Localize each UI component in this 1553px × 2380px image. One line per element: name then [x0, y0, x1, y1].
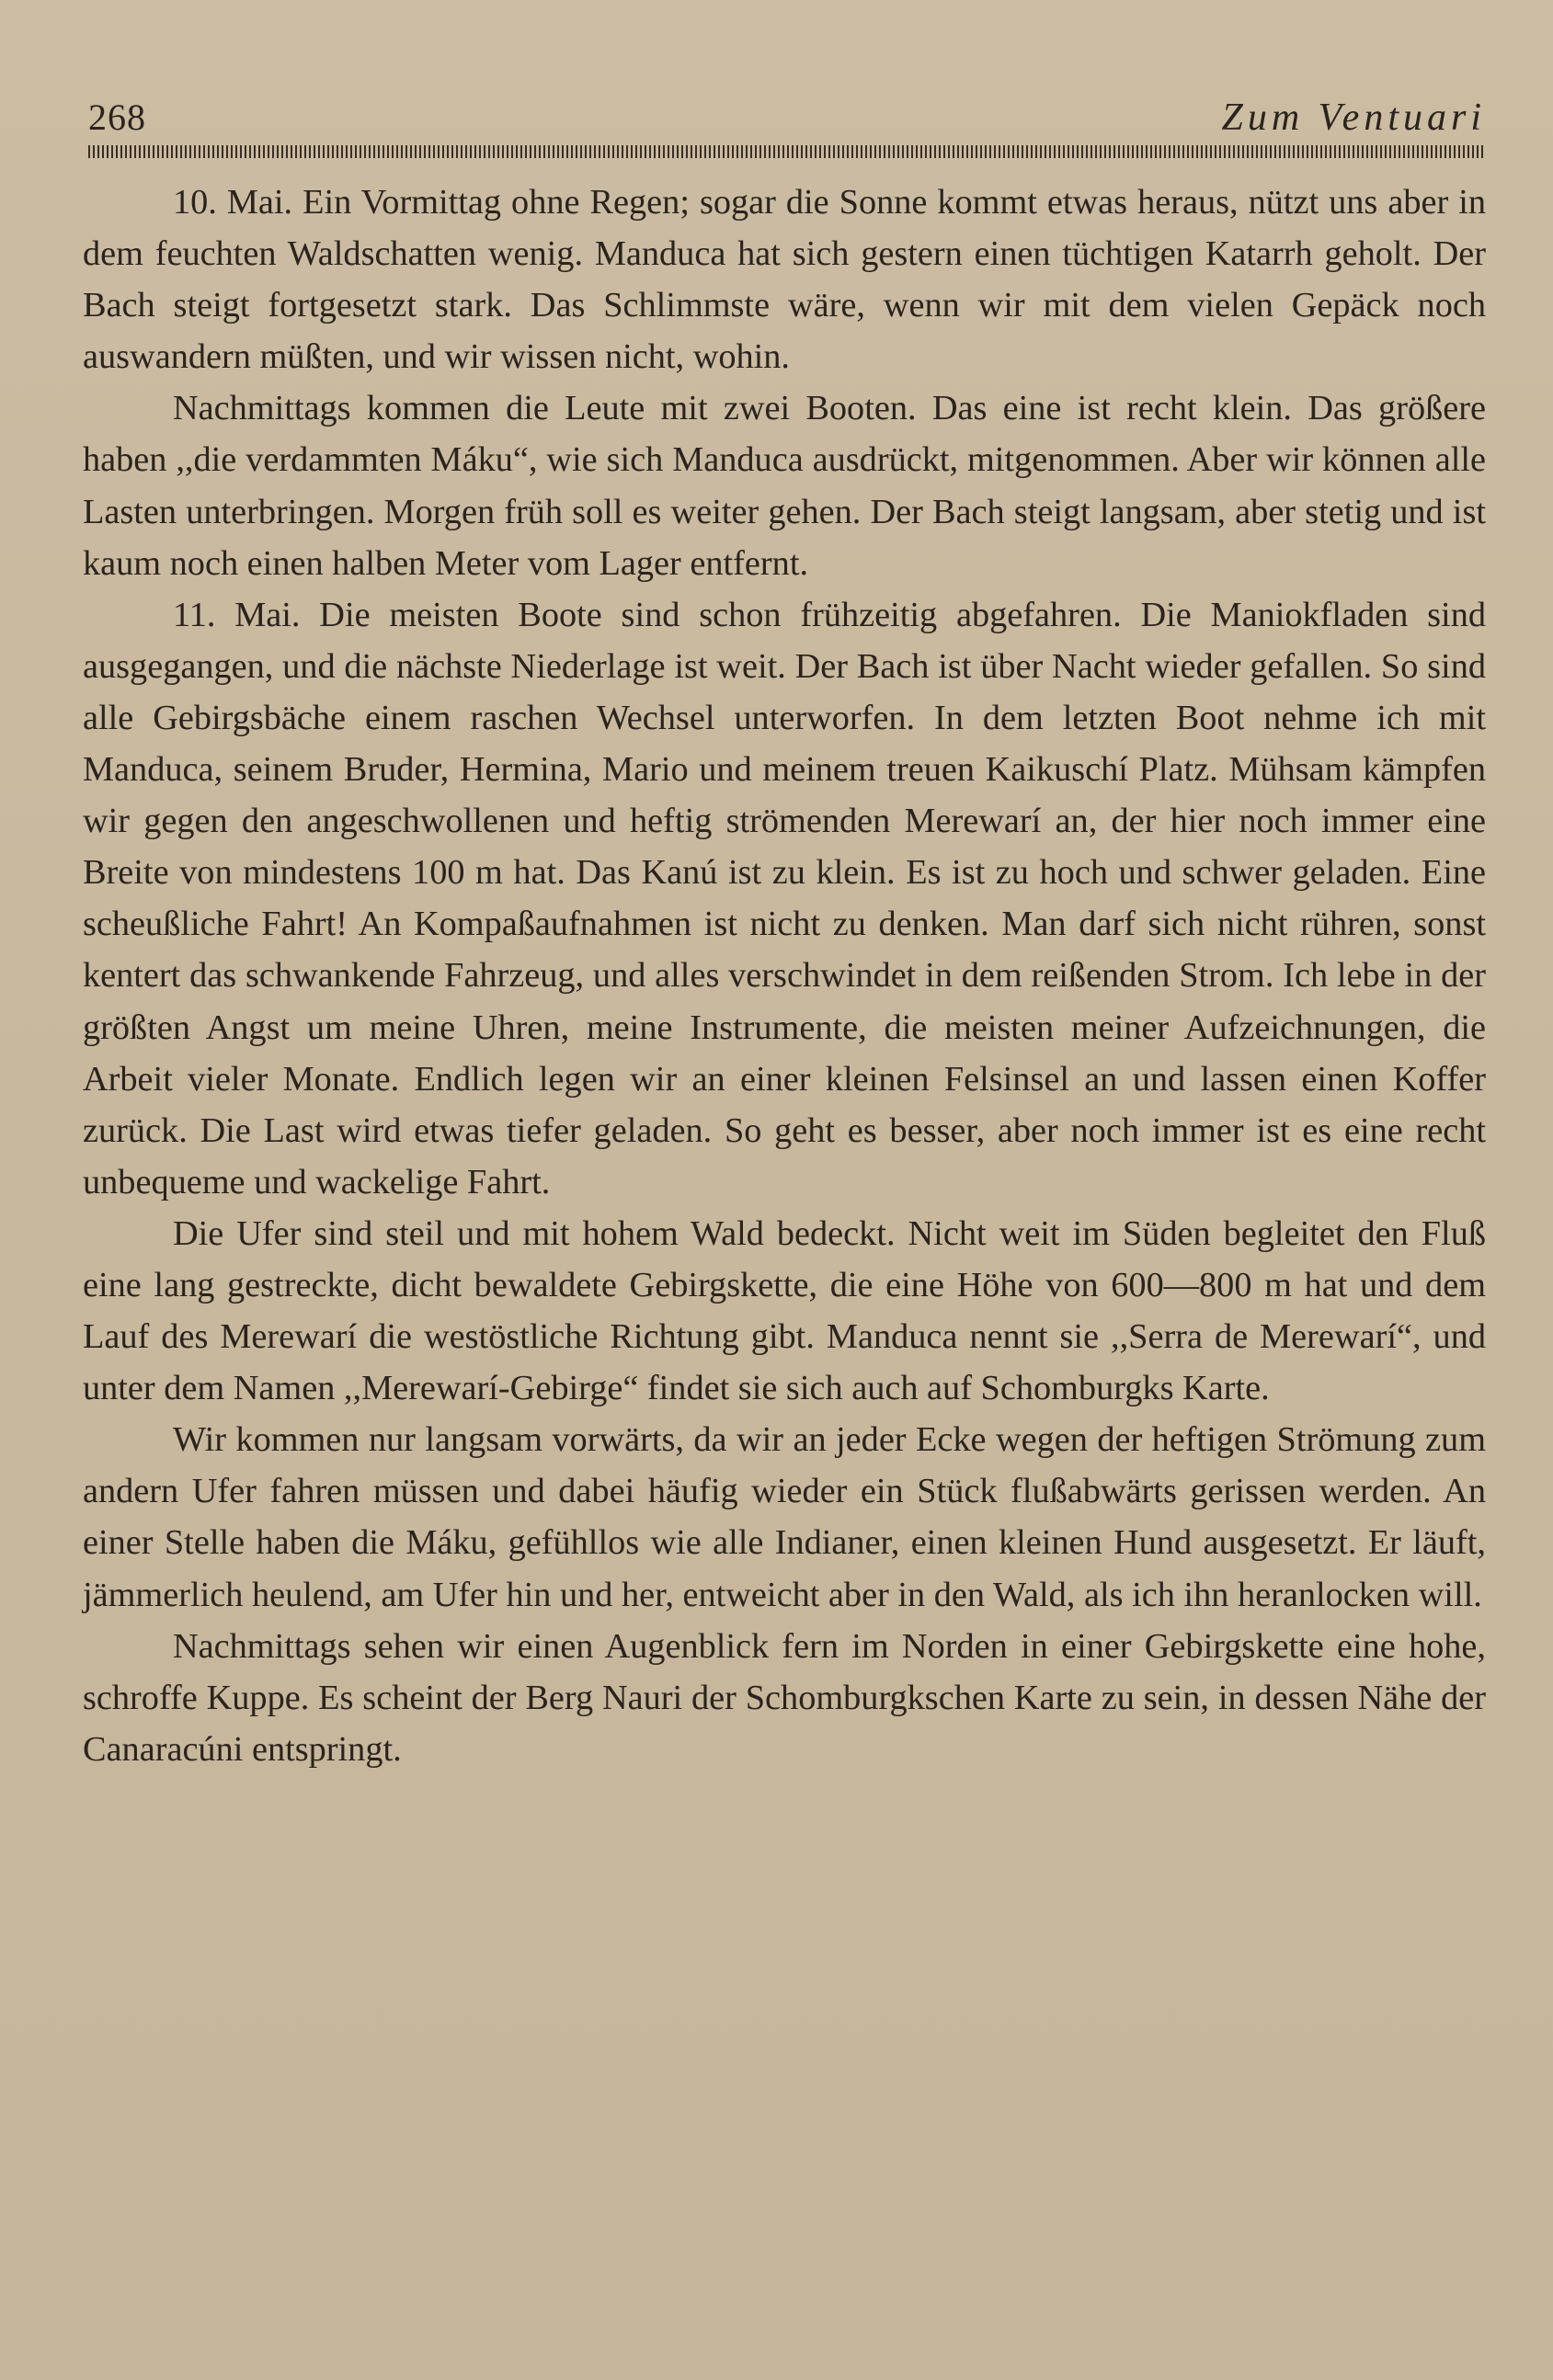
- header-rule: [88, 145, 1486, 158]
- page-number: 268: [88, 97, 146, 138]
- paragraph: Die Ufer sind steil und mit hohem Wald bedeckt. Nicht weit im Süden begleitet den Fluß eine lang gestreckte, dicht bewaldete Gebirgskette, die eine Höhe von 600—800 m hat und dem Lauf des Merewarí die westöstliche Richtung gibt. Manduca nennt sie ,,Serra de Merewarí“, und unter dem Namen ,,Merewarí-Gebirge“ findet sie sich auch auf Schomburgks Karte.: [83, 1213, 1486, 1408]
- body-text: [83, 177, 1486, 1775]
- paragraph: Nachmittags sehen wir einen Augenblick fern im Norden in einer Gebirgskette eine hohe, schroffe Kuppe. Es scheint der Berg Nauri der Schomburgkschen Karte zu sein, in dessen Nähe der Canaracúni entspringt.: [83, 1626, 1486, 1769]
- paragraph: 10. Mai. Ein Vormittag ohne Regen; sogar die Sonne kommt etwas heraus, nützt uns aber in dem feuchten Waldschatten wenig. Manduca hat sich gestern einen tüchtigen Katarrh geholt. Der Bach steigt fortgesetzt stark. Das Schlimmste wäre, wenn wir mit dem vielen Gepäck noch auswandern müßten, und wir wissen nicht, wohin.: [83, 183, 1486, 377]
- paragraph: Wir kommen nur langsam vorwärts, da wir an jeder Ecke wegen der heftigen Strömung zum andern Ufer fahren müssen und dabei häufig wieder ein Stück flußabwärts gerissen werden. An einer Stelle haben die Máku, gefühllos wie alle Indianer, einen kleinen Hund ausgesetzt. Er läuft, jämmerlich heulend, am Ufer hin und her, entweicht aber in den Wald, als ich ihn heranlocken will.: [83, 1420, 1486, 1614]
- paragraph: 11. Mai. Die meisten Boote sind schon frühzeitig abgefahren. Die Maniokfladen sind ausgegangen, und die nächste Niederlage ist weit. Der Bach ist über Nacht wieder gefallen. So sind alle Gebirgsbäche einem raschen Wechsel unterworfen. In dem letzten Boot nehme ich mit Manduca, seinem Bruder, Hermina, Mario und meinem treuen Kaikuschí Platz. Mühsam kämpfen wir gegen den angeschwollenen und heftig strömenden Merewarí an, der hier noch immer eine Breite von mindestens 100 m hat. Das Kanú ist zu klein. Es ist zu hoch und schwer geladen. Eine scheußliche Fahrt! An Kompaßaufnahmen ist nicht zu denken. Man darf sich nicht rühren, sonst kentert das schwankende Fahrzeug, und alles verschwindet in dem reißenden Strom. Ich lebe in der größten Angst um meine Uhren, meine Instrumente, die meisten meiner Aufzeichnungen, die Arbeit vieler Monate. Endlich legen wir an einer kleinen Felsinsel an und lassen einen Koffer zurück. Die Last wird etwas tiefer geladen. So geht es besser, aber noch immer ist es eine recht unbequeme und wackelige Fahrt.: [83, 595, 1486, 1201]
- page-header: [88, 96, 1486, 142]
- running-title: Zum Ventuari: [1221, 97, 1486, 139]
- paragraph: Nachmittags kommen die Leute mit zwei Booten. Das eine ist recht klein. Das größere haben ,,die verdammten Máku“, wie sich Manduca ausdrückt, mitgenommen. Aber wir können alle Lasten unterbringen. Morgen früh soll es weiter gehen. Der Bach steigt langsam, aber stetig und ist kaum noch einen halben Meter vom Lager entfernt.: [83, 389, 1486, 583]
